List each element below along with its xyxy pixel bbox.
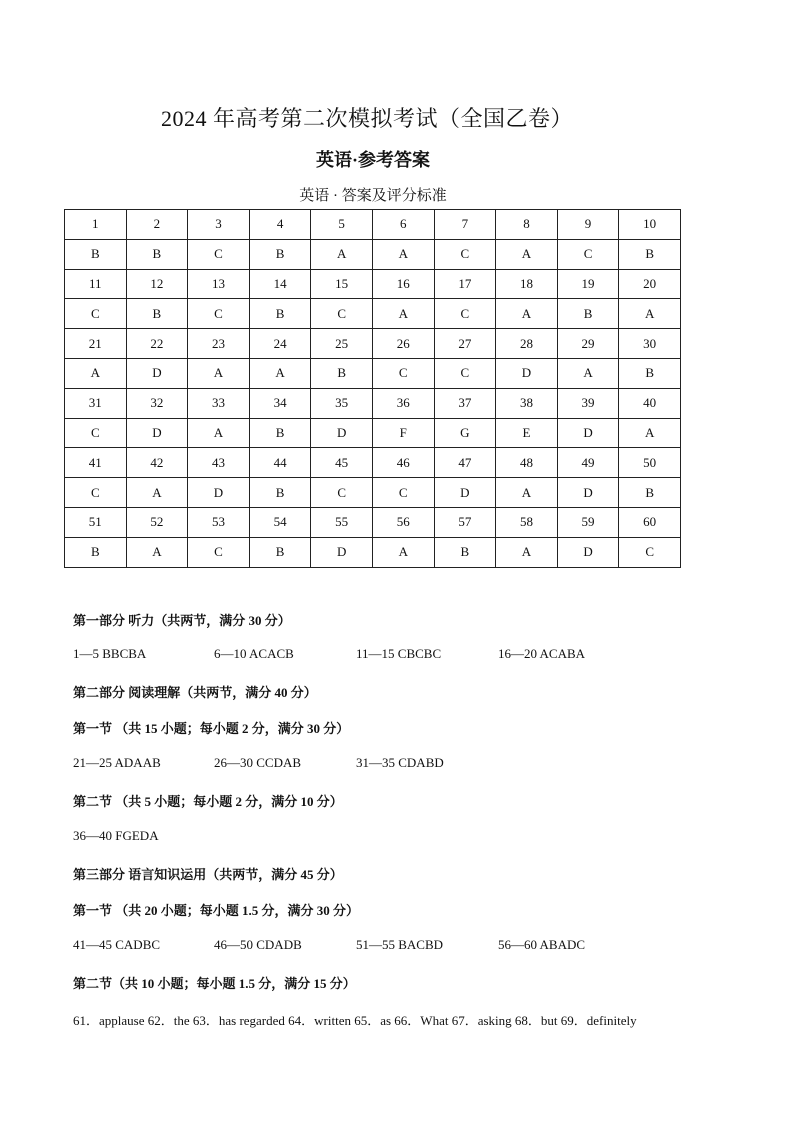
question-number-cell: 18 (496, 269, 558, 299)
answer-cell: A (496, 299, 558, 329)
question-number-cell: 53 (188, 507, 250, 537)
question-number-cell: 33 (188, 388, 250, 418)
answer-cell: A (372, 299, 434, 329)
question-number-cell: 27 (434, 329, 496, 359)
answer-cell: C (434, 299, 496, 329)
answer-group: 51—55 BACBD (356, 937, 444, 952)
answer-cell: A (249, 358, 311, 388)
answer-row (65, 358, 681, 388)
part3-sec1-heading: 第一节 （共 20 小题；每小题 1.5 分，满分 30 分） (73, 903, 360, 918)
question-number-cell: 14 (249, 269, 311, 299)
question-number-cell: 15 (311, 269, 373, 299)
answer-table (64, 209, 681, 568)
question-number-cell: 2 (126, 210, 188, 240)
question-number-cell: 13 (188, 269, 250, 299)
part1-heading: 第一部分 听力（共两节，满分 30 分） (73, 613, 291, 628)
question-number-cell: 36 (372, 388, 434, 418)
question-number-cell: 40 (619, 388, 681, 418)
question-number-row (65, 448, 681, 478)
answer-cell: D (434, 478, 496, 508)
answer-cell: A (188, 418, 250, 448)
answer-cell: A (372, 239, 434, 269)
answer-cell: A (126, 537, 188, 567)
answer-cell: D (126, 358, 188, 388)
answer-group: 41—45 CADBC (73, 937, 161, 952)
answer-cell: B (249, 478, 311, 508)
question-number-cell: 59 (557, 507, 619, 537)
answer-cell: C (188, 299, 250, 329)
question-number-cell: 5 (311, 210, 373, 240)
question-number-cell: 43 (188, 448, 250, 478)
answer-group: 56—60 ABADC (498, 937, 586, 952)
question-number-cell: 47 (434, 448, 496, 478)
part3-sec2-heading: 第二节（共 10 小题；每小题 1.5 分，满分 15 分） (73, 976, 356, 991)
answer-group: 36—40 FGEDA (73, 828, 159, 843)
answer-cell: B (249, 418, 311, 448)
question-number-cell: 9 (557, 210, 619, 240)
answer-cell: B (249, 299, 311, 329)
question-number-cell: 55 (311, 507, 373, 537)
answer-cell: C (557, 239, 619, 269)
answer-cell: C (372, 478, 434, 508)
question-number-cell: 6 (372, 210, 434, 240)
question-number-cell: 8 (496, 210, 558, 240)
answer-group: 46—50 CDADB (214, 937, 302, 952)
question-number-cell: 38 (496, 388, 558, 418)
question-number-cell: 30 (619, 329, 681, 359)
question-number-row (65, 210, 681, 240)
answer-group: 21—25 ADAAB (73, 755, 161, 770)
question-number-cell: 44 (249, 448, 311, 478)
part2-sec1-heading: 第一节 （共 15 小题；每小题 2 分，满分 30 分） (73, 721, 350, 736)
question-number-row (65, 388, 681, 418)
part3-sec2-answers: 61．applause 62．the 63．has regarded 64．written 65．as 66．What 67．asking 68．but 69．definitely (73, 1013, 637, 1028)
answer-cell: A (496, 239, 558, 269)
part2-sec1-answers (73, 755, 444, 771)
answer-group: 1—5 BBCBA (73, 646, 147, 661)
question-number-cell: 17 (434, 269, 496, 299)
answer-cell: B (126, 239, 188, 269)
question-number-cell: 39 (557, 388, 619, 418)
question-number-cell: 19 (557, 269, 619, 299)
part2-sec2-heading: 第二节 （共 5 小题；每小题 2 分，满分 10 分） (73, 794, 343, 809)
answer-cell: C (65, 299, 127, 329)
question-number-cell: 32 (126, 388, 188, 418)
answer-cell: C (434, 239, 496, 269)
question-number-cell: 1 (65, 210, 127, 240)
answer-cell: D (557, 478, 619, 508)
question-number-cell: 26 (372, 329, 434, 359)
question-number-cell: 58 (496, 507, 558, 537)
question-number-cell: 21 (65, 329, 127, 359)
question-number-cell: 28 (496, 329, 558, 359)
answer-row (65, 537, 681, 567)
question-number-cell: 12 (126, 269, 188, 299)
question-number-cell: 48 (496, 448, 558, 478)
answer-cell: C (434, 358, 496, 388)
answer-cell: B (65, 537, 127, 567)
answer-cell: D (557, 537, 619, 567)
question-number-cell: 50 (619, 448, 681, 478)
answer-cell: E (496, 418, 558, 448)
question-number-row (65, 329, 681, 359)
answer-cell: B (434, 537, 496, 567)
answer-cell: B (65, 239, 127, 269)
page-title: 2024 年高考第二次模拟考试（全国乙卷） (160, 106, 573, 131)
question-number-cell: 16 (372, 269, 434, 299)
answer-row (65, 418, 681, 448)
answer-row (65, 299, 681, 329)
answer-cell: A (496, 537, 558, 567)
answer-cell: A (496, 478, 558, 508)
question-number-cell: 35 (311, 388, 373, 418)
question-number-cell: 37 (434, 388, 496, 418)
question-number-cell: 52 (126, 507, 188, 537)
question-number-cell: 22 (126, 329, 188, 359)
answer-group: 6—10 ACACB (214, 646, 294, 661)
answer-cell: D (126, 418, 188, 448)
part2-heading: 第二部分 阅读理解（共两节，满分 40 分） (73, 685, 317, 700)
answer-cell: C (65, 418, 127, 448)
question-number-cell: 10 (619, 210, 681, 240)
question-number-cell: 57 (434, 507, 496, 537)
answer-group: 16—20 ACABA (498, 646, 586, 661)
question-number-cell: 29 (557, 329, 619, 359)
part3-heading: 第三部分 语言知识运用（共两节，满分 45 分） (73, 867, 343, 882)
question-number-cell: 42 (126, 448, 188, 478)
answer-cell: B (249, 537, 311, 567)
question-number-cell: 56 (372, 507, 434, 537)
question-number-cell: 54 (249, 507, 311, 537)
answer-cell: B (619, 478, 681, 508)
answer-cell: B (557, 299, 619, 329)
question-number-cell: 11 (65, 269, 127, 299)
answer-cell: D (311, 418, 373, 448)
question-number-cell: 20 (619, 269, 681, 299)
answer-group: 31—35 CDABD (356, 755, 444, 770)
question-number-row (65, 269, 681, 299)
table-caption: 英语 · 答案及评分标准 (299, 188, 447, 204)
question-number-cell: 4 (249, 210, 311, 240)
answer-cell: C (372, 358, 434, 388)
question-number-cell: 23 (188, 329, 250, 359)
question-number-cell: 41 (65, 448, 127, 478)
answer-cell: A (557, 358, 619, 388)
answer-cell: C (65, 478, 127, 508)
answer-cell: D (188, 478, 250, 508)
answer-cell: A (619, 418, 681, 448)
answer-cell: A (372, 537, 434, 567)
answer-row (65, 478, 681, 508)
answer-cell: C (311, 478, 373, 508)
question-number-cell: 25 (311, 329, 373, 359)
question-number-cell: 60 (619, 507, 681, 537)
answer-cell: B (619, 239, 681, 269)
part1-answers (73, 646, 585, 662)
answer-cell: A (188, 358, 250, 388)
answer-cell: C (619, 537, 681, 567)
answer-cell: D (557, 418, 619, 448)
question-number-cell: 46 (372, 448, 434, 478)
answer-cell: B (249, 239, 311, 269)
answer-cell: B (619, 358, 681, 388)
answer-cell: B (126, 299, 188, 329)
question-number-cell: 24 (249, 329, 311, 359)
answer-cell: F (372, 418, 434, 448)
question-number-cell: 51 (65, 507, 127, 537)
question-number-row (65, 507, 681, 537)
answer-cell: C (188, 239, 250, 269)
question-number-cell: 49 (557, 448, 619, 478)
page-subtitle: 英语·参考答案 (315, 150, 430, 170)
part2-sec2-answers (73, 828, 159, 844)
answer-cell: A (619, 299, 681, 329)
answer-cell: D (311, 537, 373, 567)
answer-cell: A (126, 478, 188, 508)
answer-cell: D (496, 358, 558, 388)
question-number-cell: 31 (65, 388, 127, 418)
question-number-cell: 7 (434, 210, 496, 240)
answer-cell: A (65, 358, 127, 388)
answer-cell: C (188, 537, 250, 567)
answer-group: 26—30 CCDAB (214, 755, 302, 770)
question-number-cell: 45 (311, 448, 373, 478)
question-number-cell: 3 (188, 210, 250, 240)
answer-row (65, 239, 681, 269)
answer-cell: G (434, 418, 496, 448)
answer-group: 11—15 CBCBC (356, 646, 442, 661)
part3-sec1-answers (73, 937, 585, 953)
answer-cell: B (311, 358, 373, 388)
question-number-cell: 34 (249, 388, 311, 418)
answer-cell: C (311, 299, 373, 329)
answer-cell: A (311, 239, 373, 269)
